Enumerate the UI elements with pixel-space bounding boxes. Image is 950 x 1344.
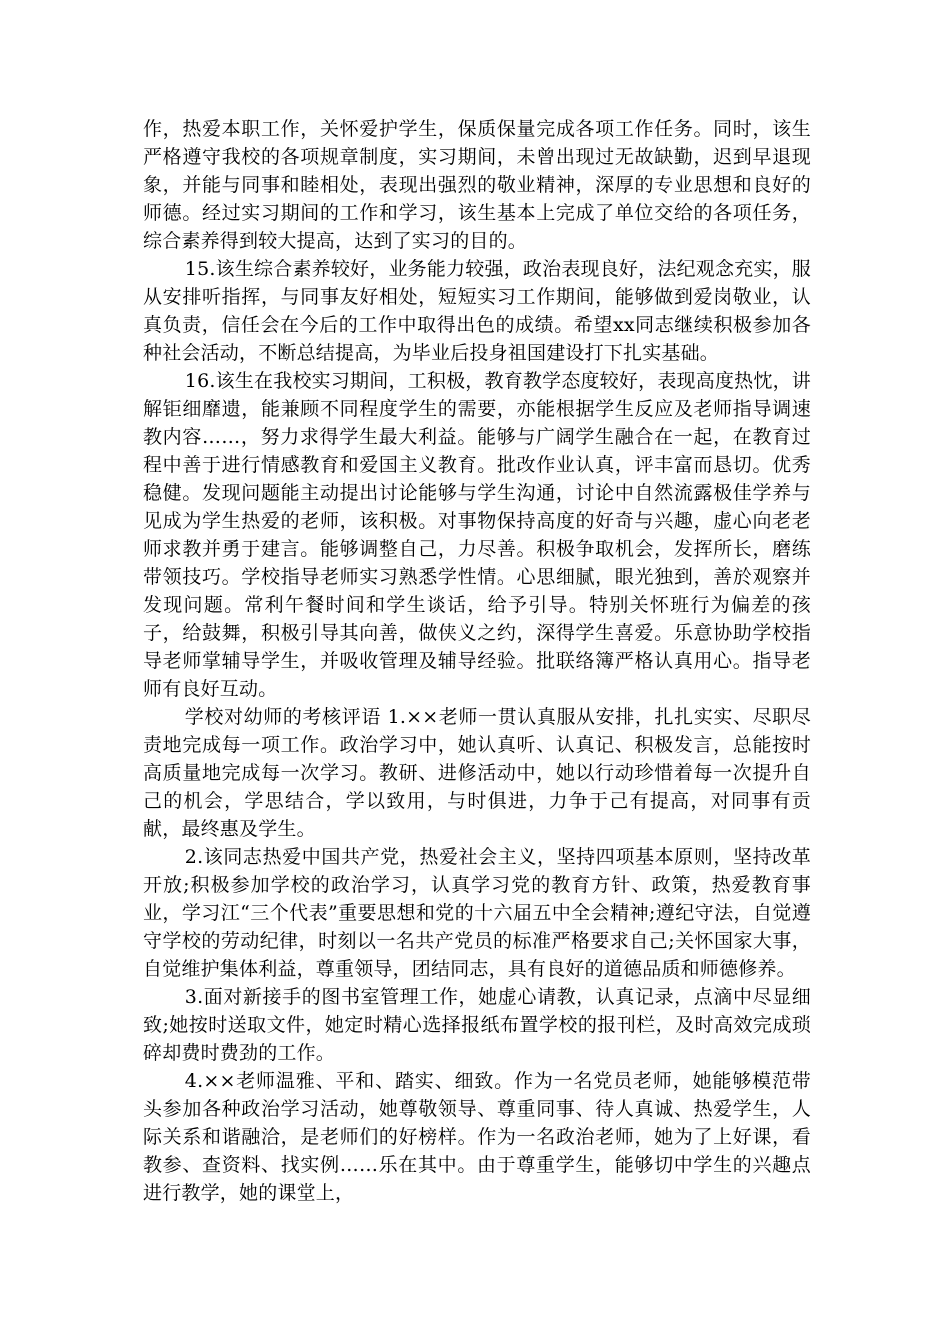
paragraph-item-16: 16.该生在我校实习期间，工积极，教育教学态度较好，表现高度热忱，讲解钜细靡遗，能兼顾不同程度学生的需要，亦能根据学生反应及老师指导调速教内容……，努力求得学生最大利益。能够与广阔学生融合在一起，在教育过程中善于进行情感教育和爱国主义教育。批改作业认真，评丰富而恳切。优秀稳健。发现问题能主动提出讨论能够与学生沟通，讨论中自然流露极佳学养与见成为学生热爱的老师，该积极。对事物保持高度的好奇与兴趣，虚心向老老师求教并勇于建言。能够调整自己，力尽善。积极争取机会，发挥所长，磨练带领技巧。学校指导老师实习熟悉学性情。心思细腻，眼光独到，善於观察并发现问题。常利午餐时间和学生谈话，给予引导。特别关怀班行为偏差的孩子，给鼓舞，积极引导其向善，做侠义之约，深得学生喜爱。乐意协助学校指导老师掌辅导学生，并吸收管理及辅导经验。批联络簿严格认真用心。指导老师有良好互动。: [143, 370, 811, 700]
paragraph-kindergarten-evaluation-1: 学校对幼师的考核评语 1.××老师一贯认真服从安排，扎扎实实、尽职尽责地完成每一项工作。政治学习中，她认真听、认真记、积极发言，总能按时高质量地完成每一次学习。教研、进修活动中，她以行动珍惜着每一次提升自己的机会，学思结合，学以致用，与时俱进，力争于己有提高，对同事有贡献，最终惠及学生。: [143, 706, 811, 840]
paragraph-item-15: 15.该生综合素养较好，业务能力较强，政治表现良好，法纪观念充实，服从安排听指挥，与同事友好相处，短短实习工作期间，能够做到爱岗敬业，认真负责，信任会在今后的工作中取得出色的成绩。希望xx同志继续积极参加各种社会活动，不断总结提高，为毕业后投身祖国建设打下扎实基础。: [143, 258, 811, 364]
paragraph-kindergarten-evaluation-3: 3.面对新接手的图书室管理工作，她虚心请教，认真记录，点滴中尽显细致;她按时送取文件，她定时精心选择报纸布置学校的报刊栏，及时高效完成琐碎却费时费劲的工作。: [143, 986, 811, 1064]
paragraph-kindergarten-evaluation-4: 4.××老师温雅、平和、踏实、细致。作为一名党员老师，她能够模范带头参加各种政治学习活动，她尊敬领导、尊重同事、待人真诚、热爱学生，人际关系和谐融洽，是老师们的好榜样。作为一名政治老师，她为了上好课，看教参、查资料、找实例……乐在其中。由于尊重学生，能够切中学生的兴趣点进行教学，她的课堂上，: [143, 1070, 811, 1204]
paragraph-continuation: 作，热爱本职工作，关怀爱护学生，保质保量完成各项工作任务。同时，该生严格遵守我校的各项规章制度，实习期间，未曾出现过无故缺勤，迟到早退现象，并能与同事和睦相处，表现出强烈的敬业精神，深厚的专业思想和良好的师德。经过实习期间的工作和学习，该生基本上完成了单位交给的各项任务，综合素养得到较大提高，达到了实习的目的。: [143, 118, 811, 252]
document-page: [143, 115, 811, 1207]
paragraph-kindergarten-evaluation-2: 2.该同志热爱中国共产党，热爱社会主义，坚持四项基本原则，坚持改革开放;积极参加学校的政治学习，认真学习党的教育方针、政策，热爱教育事业，学习江“三个代表”重要思想和党的十六届五中全会精神;遵纪守法，自觉遵守学校的劳动纪律，时刻以一名共产党员的标准严格要求自己;关怀国家大事，自觉维护集体利益，尊重领导，团结同志，具有良好的道德品质和师德修养。: [143, 846, 811, 980]
